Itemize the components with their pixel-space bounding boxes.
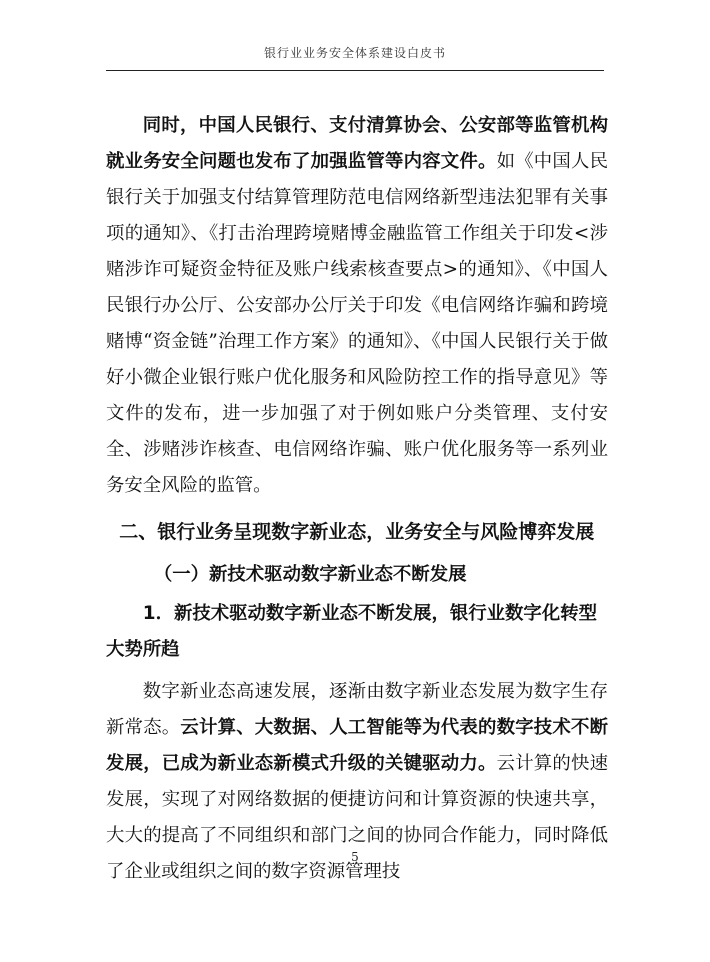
running-header: 银行业业务安全体系建设白皮书	[263, 46, 446, 60]
paragraph-digital-bold: 云计算、大数据、人工智能等为代表的数字技术不断发展，已成为新业态新模式升级的关键驱动力。	[106, 717, 608, 774]
section-heading: 二、银行业务呈现数字新业态，业务安全与风险博弈发展	[119, 521, 595, 543]
paragraph-regulation-text: 如《中国人民银行关于加强支付结算管理防范电信网络新型违法犯罪有关事项的通知》、《打击治理跨境赌博金融监管工作组关于印发<涉赌涉诈可疑资金特征及账户线索核查要点>的通知》、《中国人民银行办公厅、公安部办公厅关于印发《电信网络诈骗和跨境赌博“资金链”治理工作方案》的通知》、《中国人民银行关于做好小微企业银行账户优化服务和风险防控工作的指导意见》等文件的发布，进一步加强了对于例如账户分类管理、支付安全、涉赌涉诈核查、电信网络诈骗、账户优化服务等一系列业务安全风险的监管。	[106, 151, 608, 496]
header-rule	[106, 70, 604, 71]
paragraph-regulation	[106, 108, 608, 504]
paragraph-regulation-bold: 同时，中国人民银行、支付清算协会、公安部等监管机构就业务安全问题也发布了加强监管等内容文件。	[106, 115, 608, 172]
page-number: 5	[351, 850, 359, 864]
point-heading: 1．新技术驱动数字新业态不断发展，银行业数字化转型大势所趋	[106, 603, 597, 660]
body-text	[106, 108, 608, 890]
paragraph-digital-text: 云计算的快速发展，实现了对网络数据的便捷访问和计算资源的快速共享，大大的提高了不同组织和部门之间的协同合作能力，同时降低了企业或组织之间的数字资源管理技	[106, 753, 608, 882]
paragraph-digital-lead: 数字新业态高速发展，逐渐由数字新业态发展为数字生存新常态。	[106, 681, 608, 738]
subsection-heading: （一）新技术驱动数字新业态不断发展	[153, 564, 467, 585]
